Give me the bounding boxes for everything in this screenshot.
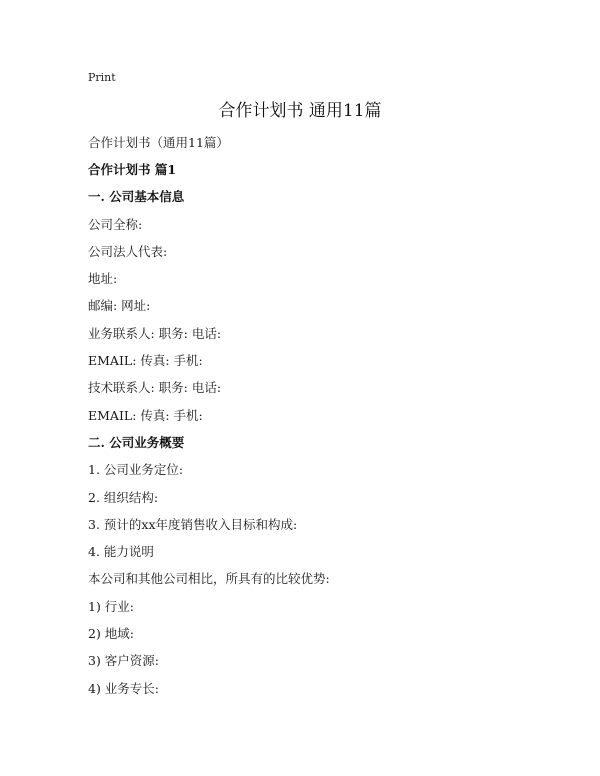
body-line: 4) 业务专长: xyxy=(88,680,160,696)
body-line: 业务联系人: 职务: 电话: xyxy=(88,325,222,341)
section-heading: 一. 公司基本信息 xyxy=(88,189,185,205)
document-title: 合作计划书 通用11篇 xyxy=(218,101,382,121)
body-line: 技术联系人: 职务: 电话: xyxy=(88,380,222,396)
body-line: 邮编: 网址: xyxy=(88,298,151,314)
body-line: EMAIL: 传真: 手机: xyxy=(88,353,203,369)
body-line: 1) 行业: xyxy=(88,598,135,614)
print-label: Print xyxy=(88,71,116,84)
body-line: 3) 客户资源: xyxy=(88,653,160,669)
document-body xyxy=(88,129,548,702)
body-line: 3. 预计的xx年度销售收入目标和构成: xyxy=(88,516,298,532)
body-line: 本公司和其他公司相比，所具有的比较优势: xyxy=(88,571,330,587)
body-line: 4. 能力说明 xyxy=(88,544,154,560)
body-line: 地址: xyxy=(88,271,118,287)
body-line: 公司法人代表: xyxy=(88,243,168,259)
body-line: 2. 组织结构: xyxy=(88,489,159,505)
section-heading: 二. 公司业务概要 xyxy=(88,434,185,450)
body-line: EMAIL: 传真: 手机: xyxy=(88,407,203,423)
body-line: 公司全称: xyxy=(88,216,143,232)
body-line: 合作计划书（通用11篇） xyxy=(88,134,229,150)
body-line: 2) 地域: xyxy=(88,625,135,641)
section-heading: 合作计划书 篇1 xyxy=(88,161,177,177)
body-line: 1. 公司业务定位: xyxy=(88,462,184,478)
